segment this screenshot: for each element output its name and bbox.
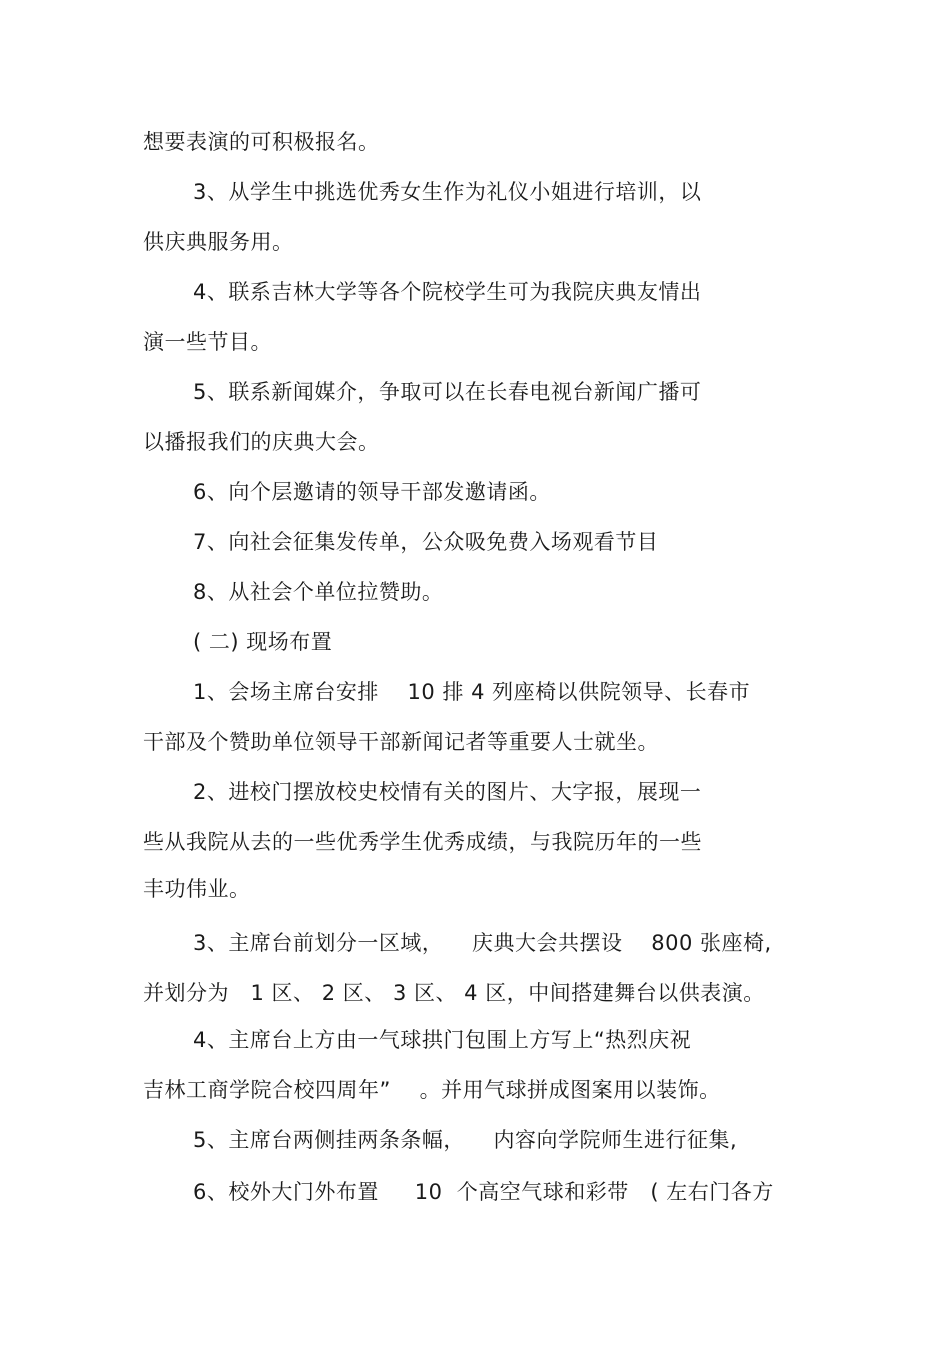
text-line: 些从我院从去的一些优秀学生优秀成绩，与我院历年的一些	[143, 830, 702, 854]
text-line: 演一些节目。	[143, 330, 272, 354]
section-heading: ( 二) 现场布置	[193, 630, 333, 654]
text-line: 7、向社会征集发传单，公众吸免费入场观看节目	[193, 530, 659, 554]
text-line: 6、校外大门外布置 10 个高空气球和彩带 ( 左右门各方	[193, 1180, 774, 1204]
text-line: 干部及个赞助单位领导干部新闻记者等重要人士就坐。	[143, 730, 659, 754]
text-line: 并划分为 1 区、 2 区、 3 区、 4 区，中间搭建舞台以供表演。	[143, 981, 765, 1005]
text-line: 2、进校门摆放校史校情有关的图片、大字报，展现一	[193, 780, 702, 804]
text-line: 4、主席台上方由一气球拱门包围上方写上“热烈庆祝	[193, 1028, 692, 1052]
text-line: 吉林工商学院合校四周年” 。并用气球拼成图案用以装饰。	[143, 1078, 721, 1102]
text-line: 供庆典服务用。	[143, 230, 294, 254]
text-line: 3、从学生中挑选优秀女生作为礼仪小姐进行培训，以	[193, 180, 702, 204]
text-line: 5、主席台两侧挂两条条幅， 内容向学院师生进行征集,	[193, 1128, 738, 1152]
text-line: 丰功伟业。	[143, 877, 251, 901]
text-line: 想要表演的可积极报名。	[143, 130, 380, 154]
text-line: 4、联系吉林大学等各个院校学生可为我院庆典友情出	[193, 280, 702, 304]
text-line: 1、会场主席台安排 10 排 4 列座椅以供院领导、长春市	[193, 680, 751, 704]
text-line: 以播报我们的庆典大会。	[143, 430, 380, 454]
text-line: 3、主席台前划分一区域， 庆典大会共摆设 800 张座椅,	[193, 931, 772, 955]
text-line: 5、联系新闻媒介，争取可以在长春电视台新闻广播可	[193, 380, 702, 404]
text-line: 8、从社会个单位拉赞助。	[193, 580, 444, 604]
text-line: 6、向个层邀请的领导干部发邀请函。	[193, 480, 551, 504]
